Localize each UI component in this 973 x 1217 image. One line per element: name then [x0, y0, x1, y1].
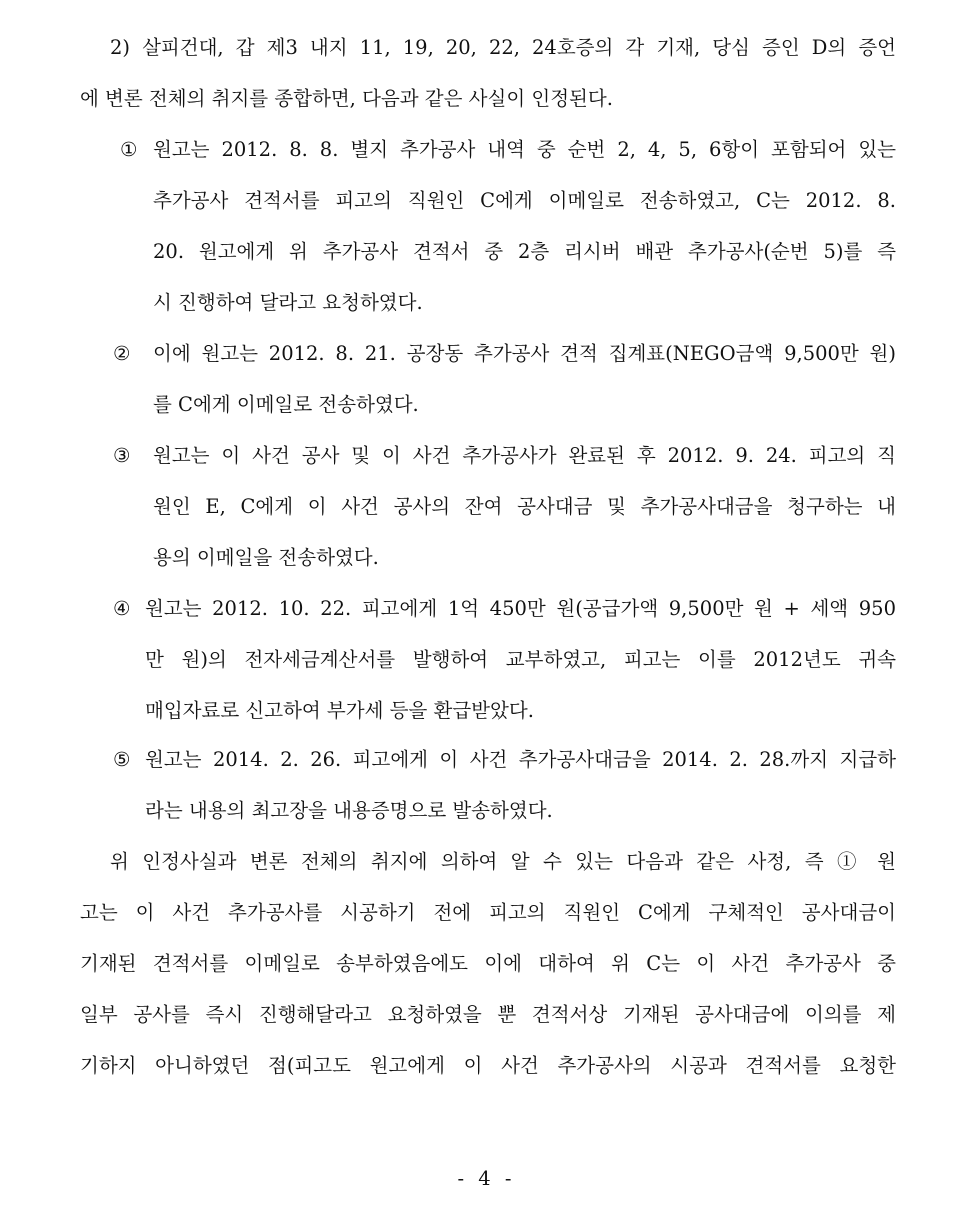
fact-5-line-2: 라는 내용의 최고장을 내용증명으로 발송하였다. [145, 799, 553, 822]
fact-1-line-3: 20. 원고에게 위 추가공사 견적서 중 2층 리시버 배관 추가공사(순번 5)를 즉 [153, 240, 896, 263]
fact-1-line-4: 시 진행하여 달라고 요청하였다. [153, 291, 423, 314]
fact-marker-1: ① [120, 138, 138, 161]
conclusion-line-3: 기재된 견적서를 이메일로 송부하였음에도 이에 대하여 위 C는 이 사건 추가공사 중 [80, 952, 896, 975]
fact-3-line-1: 원고는 이 사건 공사 및 이 사건 추가공사가 완료된 후 2012. 9. 24. 피고의 직 [153, 444, 896, 467]
fact-2-line-1: 이에 원고는 2012. 8. 21. 공장동 추가공사 견적 집계표(NEGO금액 9,500만 원) [153, 342, 896, 365]
fact-5-line-1: 원고는 2014. 2. 26. 피고에게 이 사건 추가공사대금을 2014. 2. 28.까지 지급하 [145, 748, 896, 771]
conclusion-line-1: 위 인정사실과 변론 전체의 취지에 의하여 알 수 있는 다음과 같은 사정, 즉 ① 원 [110, 850, 896, 873]
fact-4-line-2: 만 원)의 전자세금계산서를 발행하여 교부하였고, 피고는 이를 2012년도 귀속 [145, 648, 896, 671]
fact-1-line-1: 원고는 2012. 8. 8. 별지 추가공사 내역 중 순번 2, 4, 5, 6항이 포함되어 있는 [153, 138, 896, 161]
intro-line-2: 에 변론 전체의 취지를 종합하면, 다음과 같은 사실이 인정된다. [80, 87, 613, 110]
fact-marker-3: ③ [113, 444, 131, 467]
page-number: - 4 - [457, 1167, 516, 1190]
conclusion-line-4: 일부 공사를 즉시 진행해달라고 요청하였을 뿐 견적서상 기재된 공사대금에 이의를 제 [80, 1003, 896, 1026]
fact-marker-4: ④ [113, 597, 131, 620]
fact-marker-2: ② [113, 342, 131, 365]
fact-1-line-2: 추가공사 견적서를 피고의 직원인 C에게 이메일로 전송하였고, C는 2012. 8. [153, 189, 896, 212]
fact-marker-5: ⑤ [113, 748, 131, 771]
conclusion-line-2: 고는 이 사건 추가공사를 시공하기 전에 피고의 직원인 C에게 구체적인 공사대금이 [80, 901, 896, 924]
fact-2-line-2: 를 C에게 이메일로 전송하였다. [153, 393, 419, 416]
fact-4-line-3: 매입자료로 신고하여 부가세 등을 환급받았다. [145, 699, 534, 722]
conclusion-line-5: 기하지 아니하였던 점(피고도 원고에게 이 사건 추가공사의 시공과 견적서를 요청한 [80, 1054, 896, 1077]
fact-3-line-3: 용의 이메일을 전송하였다. [153, 546, 379, 569]
intro-line-1: 2) 살피건대, 갑 제3 내지 11, 19, 20, 22, 24호증의 각 기재, 당심 증인 D의 증언 [110, 36, 896, 59]
fact-3-line-2: 원인 E, C에게 이 사건 공사의 잔여 공사대금 및 추가공사대금을 청구하는 내 [153, 495, 896, 518]
fact-4-line-1: 원고는 2012. 10. 22. 피고에게 1억 450만 원(공급가액 9,500만 원 + 세액 950 [145, 597, 896, 620]
